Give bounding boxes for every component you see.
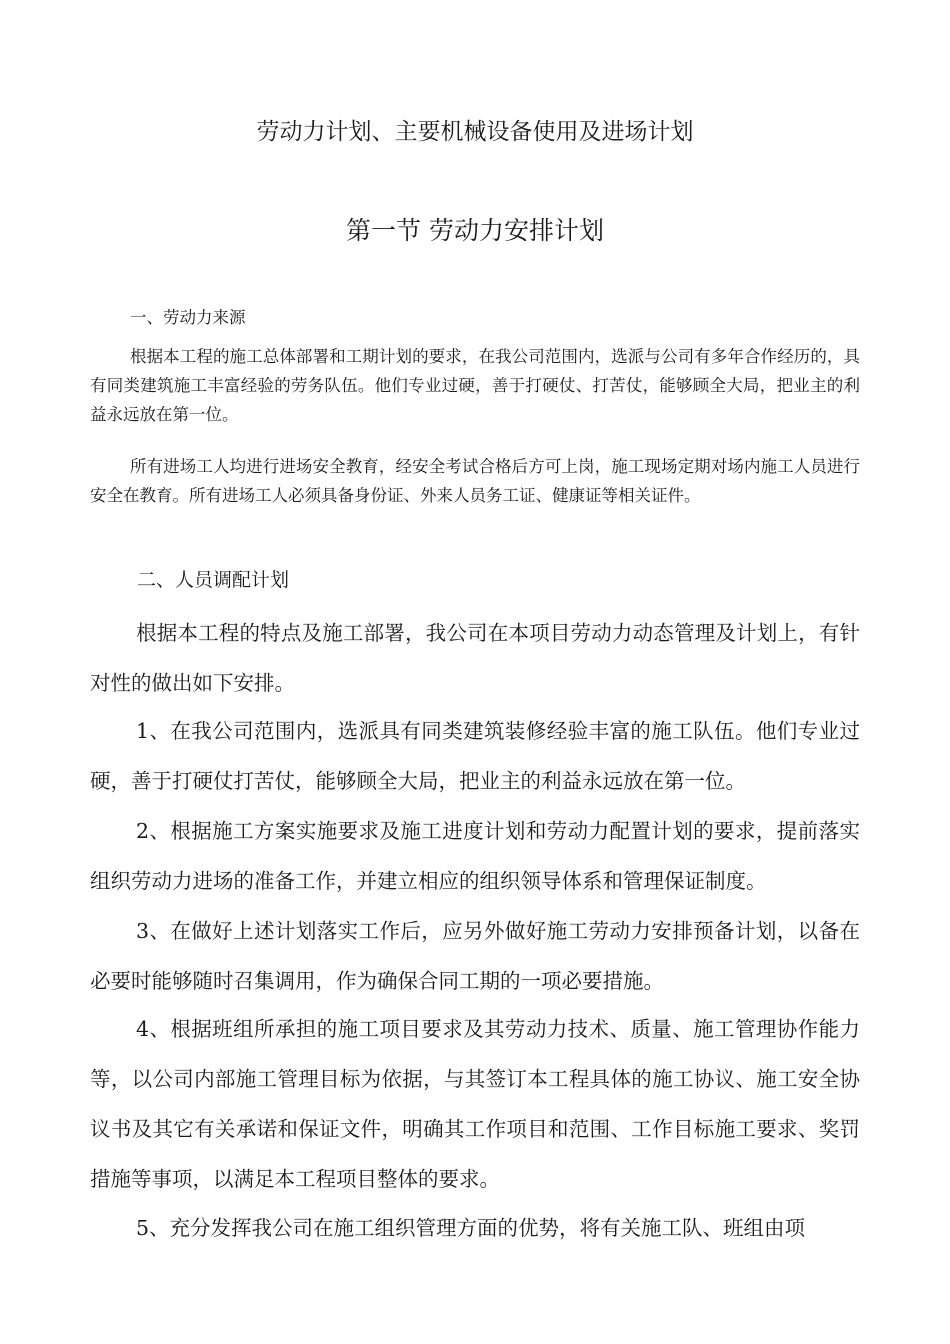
section-title: 第一节 劳动力安排计划	[346, 216, 604, 245]
part2-item-1: 1、在我公司范围内，选派具有同类建筑装修经验丰富的施工队伍。他们专业过硬，善于打硬仗打苦仗，能够顾全大局，把业主的利益永远放在第一位。	[90, 719, 860, 793]
part2-item-2: 2、根据施工方案实施要求及施工进度计划和劳动力配置计划的要求，提前落实组织劳动力进场的准备工作，并建立相应的组织领导体系和管理保证制度。	[90, 819, 860, 893]
part1-heading: 一、劳动力来源	[130, 308, 246, 327]
part2-item-3: 3、在做好上述计划落实工作后，应另外做好施工劳动力安排预备计划，以备在必要时能够随时召集调用，作为确保合同工期的一项必要措施。	[90, 919, 860, 993]
part1-paragraph-2: 所有进场工人均进行进场安全教育，经安全考试合格后方可上岗，施工现场定期对场内施工人员进行安全在教育。所有进场工人必须具备身份证、外来人员务工证、健康证等相关证件。	[90, 457, 860, 505]
part2-intro: 根据本工程的特点及施工部署，我公司在本项目劳动力动态管理及计划上，有针对性的做出如下安排。	[90, 621, 860, 695]
part2-item-4: 4、根据班组所承担的施工项目要求及其劳动力技术、质量、施工管理协作能力等，以公司内部施工管理目标为依据，与其签订本工程具体的施工协议、施工安全协议书及其它有关承诺和保证文件，明确其工作项目和范围、工作目标施工要求、奖罚措施等事项，以满足本工程项目整体的要求。	[90, 1017, 860, 1191]
document-title: 劳动力计划、主要机械设备使用及进场计划	[256, 119, 694, 145]
part1-paragraph-1: 根据本工程的施工总体部署和工期计划的要求，在我公司范围内，选派与公司有多年合作经历的，具有同类建筑施工丰富经验的劳务队伍。他们专业过硬，善于打硬仗、打苦仗，能够顾全大局，把业主的利益永远放在第一位。	[90, 347, 860, 424]
part2-heading: 二、人员调配计划	[137, 569, 290, 591]
part2-item-5: 5、充分发挥我公司在施工组织管理方面的优势，将有关施工队、班组由项	[136, 1216, 806, 1240]
